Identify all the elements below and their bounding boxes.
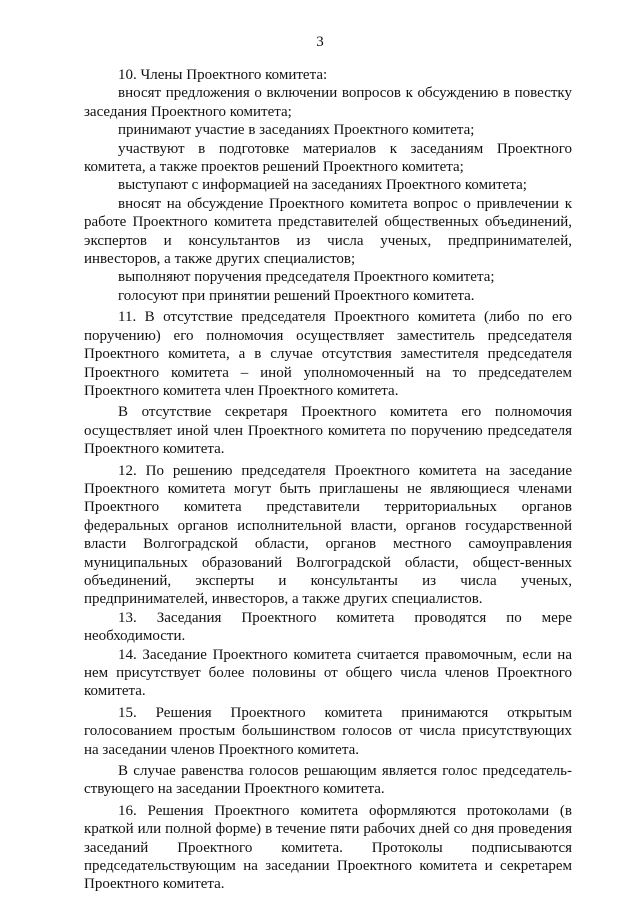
document-body — [84, 66, 572, 894]
paragraph-14: 14. Заседание Проектного комитета считается правомочным, если на нем присутствует более половины от общего числа членов Проектного комитета. — [84, 646, 572, 700]
paragraph-10-item-2: принимают участие в заседаниях Проектного комитета; — [118, 122, 475, 139]
paragraph-16: 16. Решения Проектного комитета оформляются протоколами (в краткой или полной форме) в течение пяти рабочих дней со дня проведения заседаний Проектного комитета. Протоколы подписываются председательствующим на заседании Проектного комитета и секретарем Проектного комитета. — [84, 802, 572, 893]
paragraph-15-tie: В случае равенства голосов решающим является голос председатель-ствующего на заседании Проектного комитета. — [84, 763, 572, 798]
paragraph-11-secretary: В отсутствие секретаря Проектного комитета его полномочия осуществляет иной член Проектного комитета по поручению председателя Проектного комитета. — [84, 404, 572, 458]
paragraph-12: 12. По решению председателя Проектного комитета на заседание Проектного комитета могут быть приглашены не являющиеся членами Проектного комитета представители территориальных органов федеральных органов исполнительной власти, органов государственной власти Волгоградской области, органов местного самоуправления муниципальных образований Волгоградской области, общест-венных объединений, эксперты и консультанты из числа ученых, предпринимателей, инвесторов, а также других специалистов. — [84, 462, 572, 608]
paragraph-10-item-4: выступают с информацией на заседаниях Проектного комитета; — [118, 177, 527, 194]
paragraph-10-item-7: голосуют при принятии решений Проектного комитета. — [118, 287, 475, 304]
paragraph-10-item-3: участвуют в подготовке материалов к заседаниям Проектного комитета, а также проектов решений Проектного комитета; — [84, 140, 572, 176]
paragraph-11: 11. В отсутствие председателя Проектного комитета (либо по его поручению) его полномочия осуществляет заместитель председателя Проектного комитета, а в случае отсутствия заместителя председателя Проектного комитета – иной уполномоченный на то председателем Проектного комитета член Проектного комитета. — [84, 309, 572, 399]
page-number: 3 — [316, 34, 324, 50]
paragraph-10-item-6: выполняют поручения председателя Проектного комитета; — [118, 269, 495, 286]
paragraph-10-item-5: вносят на обсуждение Проектного комитета вопрос о привлечении к работе Проектного комитета представителей общественных объединений, экспертов и консультантов из числа ученых, предпринимателей, инвесторов, а также других специалистов; — [84, 195, 572, 268]
paragraph-13: 13. Заседания Проектного комитета проводятся по мере необходимости. — [84, 609, 572, 645]
paragraph-10-item-1: вносят предложения о включении вопросов к обсуждению в повестку заседания Проектного комитета; — [84, 85, 572, 120]
paragraph-15: 15. Решения Проектного комитета принимаются открытым голосованием простым большинством голосов от числа присутствующих на заседании членов Проектного комитета. — [84, 704, 572, 758]
paragraph-10-heading: 10. Члены Проектного комитета: — [118, 67, 328, 83]
